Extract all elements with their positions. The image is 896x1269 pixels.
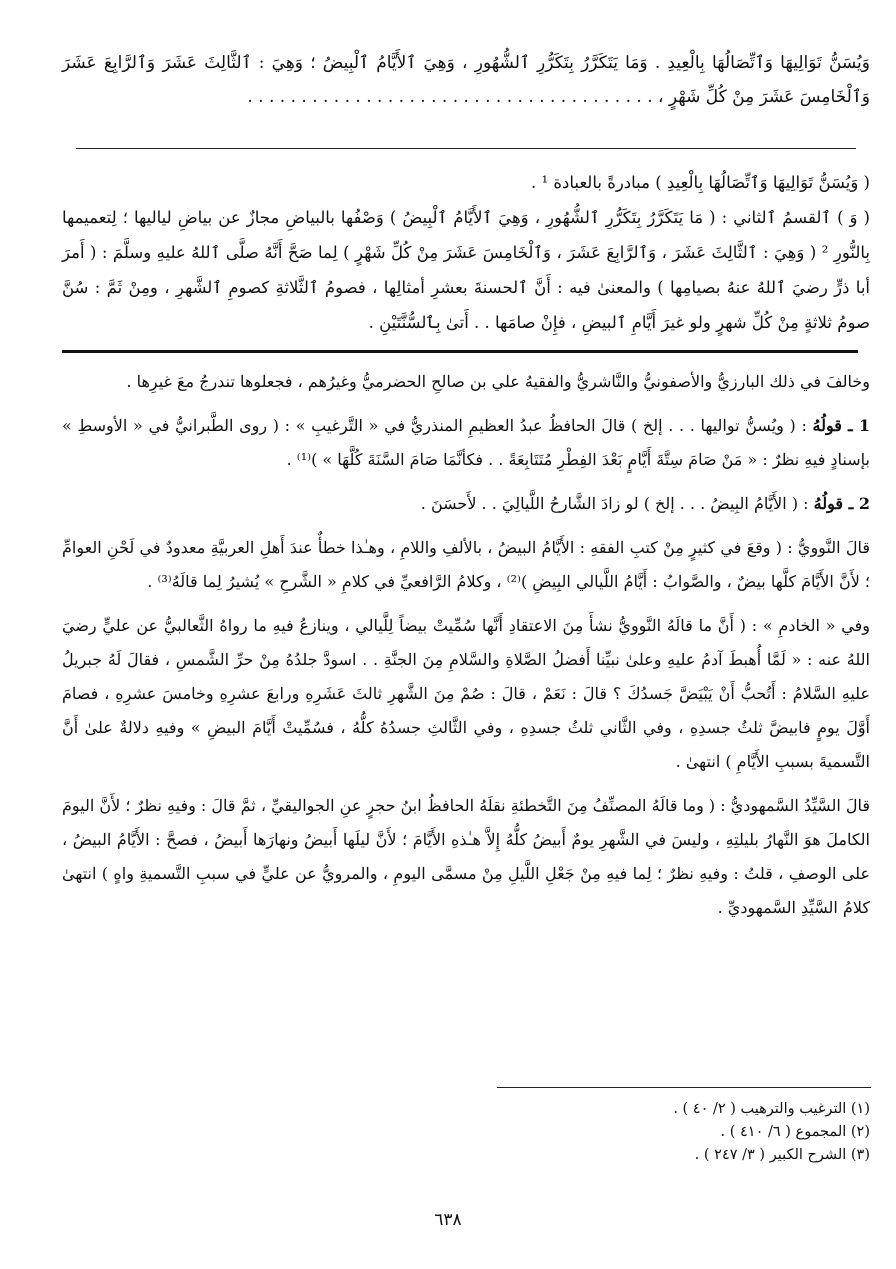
hashiya-paragraph-4: قالَ النَّوويُّ : ( وقعَ في كثيرٍ مِنْ كتبِ الفقهِ : الأَيَّامُ البيضُ ، بالألفِ واللامِ ، وهـٰذا خطأٌ عندَ أَهلِ العربيَّةِ معدودٌ في لَحْنِ العوامِّ ؛ لأَنَّ الأَيَّامَ كلَّها بيضٌ ، والصَّوابُ : أَيَّامُ اللَّيالي البِيضِ )⁽²⁾ ، وكلامُ الرَّافعيِّ في كلامِ « الشَّرحِ » يُشيرُ لِما قالَهُ⁽³⁾ . [62,538,870,591]
footnote-1: (١) الترغيب والترهيب ( ٢/ ٤٠ ) . [673,1101,870,1117]
page-body [62,46,870,935]
footnotes [673,1098,870,1167]
matn-divider [76,148,856,149]
hashiya-paragraph-2 [62,409,870,477]
hashiya-paragraph-5: وفي « الخادمِ » : ( أَنَّ ما قالَهُ النَّوويُّ نشأَ مِنَ الاعتقادِ أَنَّها سُمِّيتْ بيضاً لِلَّيالي ، وينازعُ فيهِ ما رواهُ الثَّعالبيُّ عن عليٍّ رضيَ اللهُ عنه : « لَمَّا أُهبطَ آدمُ عليهِ وعلىٰ نبيِّنا أَفضلُ الصَّلاةِ والسَّلامِ مِنَ الجنَّةِ . . اسودَّ جلدُهُ مِنْ حرِّ الشَّمسِ ، فقالَ لَهُ جبريلُ عليهِ السَّلامُ : أَتُحبُّ أَنْ يَبْيَضَّ جَسدُكَ ؟ قالَ : نَعَمْ ، قالَ : صُمْ مِنَ الشَّهرِ ثالثَ عَشَرِهِ ورابعَ عشرِهِ وخامسَ عشرِهِ ، فصامَ أَوَّلَ يومٍ فابيضَّ ثلثُ جسدِهِ ، وفي الثَّاني ثلثُ جسدِهِ ، وفي الثَّالثِ جسدُهُ كلُّهُ ، فسُمِّيتْ أَيَّامَ البيضِ » وفيهِ دلالةٌ علىٰ أَنَّ التَّسميةَ بسببِ الأَيَّامِ ) انتهىٰ . [62,616,870,771]
footnote-2: (٢) المجموع ( ٦/ ٤١٠ ) . [720,1124,870,1140]
sharh-paragraph-2: ( وَ ) ٱلقسمُ ٱلثاني : ( مَا يَتَكَرَّرُ بِتَكَرُّرِ ٱلشُّهُورِ ، وَهِيَ ٱلأَيَّامُ ٱلْبِيضُ ) وَصْفُها بالبياضِ مجازٌ عن بياضِ لياليها ؛ لِتعميمها بِالنُّورِ ² ( وَهِيَ : ٱلثَّالِثَ عَشَرَ ، وَٱلرَّابِعَ عَشَرَ ، وَٱلْخَامِسَ عَشَرَ مِنْ كُلِّ شَهْرٍ ) لِما صَحَّ أَنَّهُ صلَّى ٱللهُ عليهِ وسلَّمَ : ( أَمرَ أبا ذرٍّ رضيَ ٱللهُ عنهُ بصيامِها ) والمعنىٰ فيه : أَنَّ ٱلحسنةَ بعشرِ أمثالِها ، فصومُ ٱلثَّلاثةِ كصومِ ٱلشَّهرِ ، ومِنْ ثَمَّ : سُنَّ صومُ ثلاثةٍ مِنْ كُلِّ شهرٍ ولو غيرَ أَيَّامِ ٱلبيضِ ، فإِنْ صامَها . . أَتىٰ بِٱلسُّنَّتَيْنِ . [62,208,870,332]
sharh-paragraph-1: ( وَيُسَنُّ تَوَالِيهَا وَٱتِّصَالُهَا بِالْعِيدِ ) مبادرةً بالعبادة ¹ . [530,173,870,192]
page-number: ٦٣٨ [434,1210,462,1230]
hashiya-paragraph-1: وخالفَ في ذلك البارزيُّ والأصفونيُّ والنَّاشريُّ والفقيهُ علي بن صالحِ الحضرميُّ وغيرُهم ، فجعلوها تندرجُ معَ غيرِها . [126,372,870,391]
footnote-3: (٣) الشرح الكبير ( ٣/ ٢٤٧ ) . [694,1147,870,1163]
hashiya-note-2-label: 2 ـ قولُهُ [813,494,870,513]
hashiya-note-2-text: : ( الأَيَّامُ البِيضُ . . . إلخ ) لو زادَ الشَّارحُ اللَّيالِيَ . . لأَحسَنَ . [420,494,809,513]
hashiya-paragraph-3 [62,487,870,521]
footnote-divider [497,1087,871,1088]
matn-text: وَيُسَنُّ تَوَالِيهَا وَٱتِّصَالُهَا بِالْعِيدِ . وَمَا يَتَكَرَّرُ بِتَكَرُّرِ ٱلشُّهُورِ ، وَهِيَ ٱلأَيَّامُ ٱلْبِيضُ ؛ وَهِيَ : ٱلثَّالِثَ عَشَرَ وَٱلرَّابِعَ عَشَرَ وَٱلْخَامِسَ عَشَرَ مِنْ كُلِّ شَهْرٍ ، . . . . . . . . . . . . . . . . . . . . . . . . . . . . . . . . . . . . . . [62,53,870,107]
hashiya-note-1-text: : ( ويُسنُّ تواليها . . . إلخ ) قالَ الحافظُ عبدُ العظيمِ المنذريُّ في « التَّرغيبِ » : ( روى الطَّبرانيُّ في « الأوسطِ » بإسنادٍ فيهِ نظرٌ : « مَنْ صَامَ سِتَّةَ أَيَّامٍ بَعْدَ الفِطْرِ مُتَتَابِعَةً . . فكأنَّمَا صَامَ السَّنَةَ كُلَّهَا » )⁽¹⁾ . [62,416,870,469]
sharh-divider [62,350,858,353]
hashiya-paragraph-6: قالَ السَّيِّدُ السَّمهوديُّ : ( وما قالَهُ المصنِّفُ مِنَ التَّخطئةِ نقلَهُ الحافظُ ابنُ حجرٍ عنِ الجواليقيِّ ، ثمَّ قالَ : وفيهِ نظرٌ ؛ لأَنَّ اليومَ الكاملَ هوَ النَّهارُ بليلتِهِ ، وليسَ في الشَّهرِ يومٌ أَبيضُ كلُّهُ إِلاَّ هـٰذهِ الأَيَّامَ ؛ لأَنَّ ليلَها أَبيضُ ونهارَها أَبيضُ ، فصحَّ : الأَيَّامُ البيضُ ، على الوصفِ ، قلتُ : وفيهِ نظرٌ ؛ لِما فيهِ مِنْ جَعْلِ اللَّيلِ مِنْ مسمَّى اليومِ ، والمرويُّ عن عليٍّ في سببِ التَّسميةِ واهٍ ) انتهىٰ كلامُ السَّيِّدِ السَّمهوديِّ . [62,796,870,917]
hashiya-note-1-label: 1 ـ قولُهُ [812,416,870,435]
